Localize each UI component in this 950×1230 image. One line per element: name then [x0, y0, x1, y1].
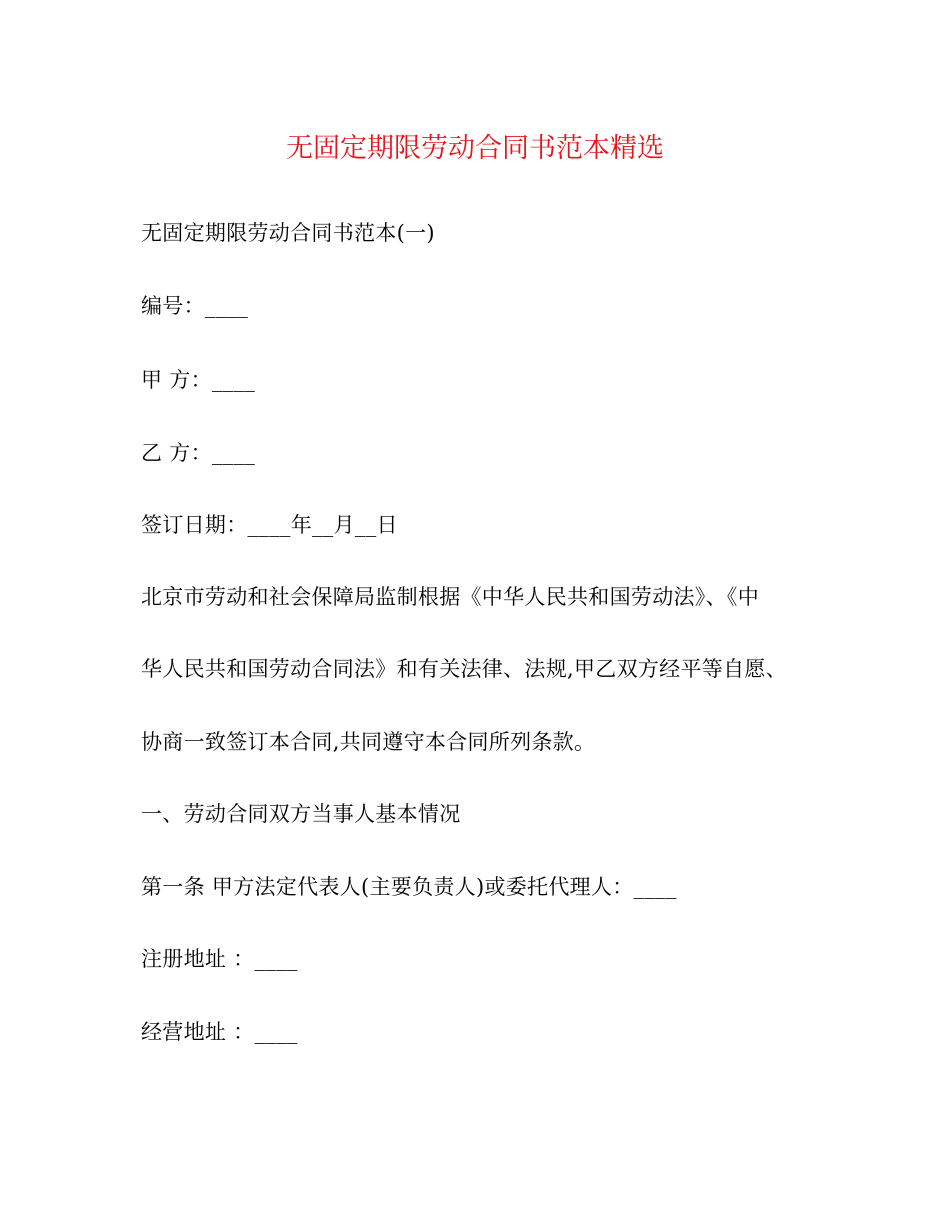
document-title: 无固定期限劳动合同书范本精选 [286, 133, 664, 164]
signing-date-line: 签订日期：____年__月__日 [141, 513, 398, 537]
preamble-line-2: 华人民共和国劳动合同法》和有关法律、法规,甲乙双方经平等自愿、 [141, 657, 787, 681]
party-b-line: 乙 方：____ [141, 441, 256, 465]
business-address-line: 经营地址 ：____ [141, 1020, 298, 1044]
article-one-line: 第一条 甲方法定代表人(主要负责人)或委托代理人：____ [141, 875, 677, 899]
section-heading-template-one: 无固定期限劳动合同书范本(一) [141, 221, 435, 245]
preamble-line-3: 协商一致签订本合同,共同遵守本合同所列条款。 [141, 730, 596, 754]
party-a-line: 甲 方：____ [141, 368, 256, 392]
contract-number-line: 编号：____ [141, 294, 249, 318]
registered-address-line: 注册地址 ：____ [141, 947, 298, 971]
section-heading-parties: 一、劳动合同双方当事人基本情况 [141, 802, 461, 826]
preamble-line-1: 北京市劳动和社会保障局监制根据《中华人民共和国劳动法》、《中 [141, 585, 759, 609]
